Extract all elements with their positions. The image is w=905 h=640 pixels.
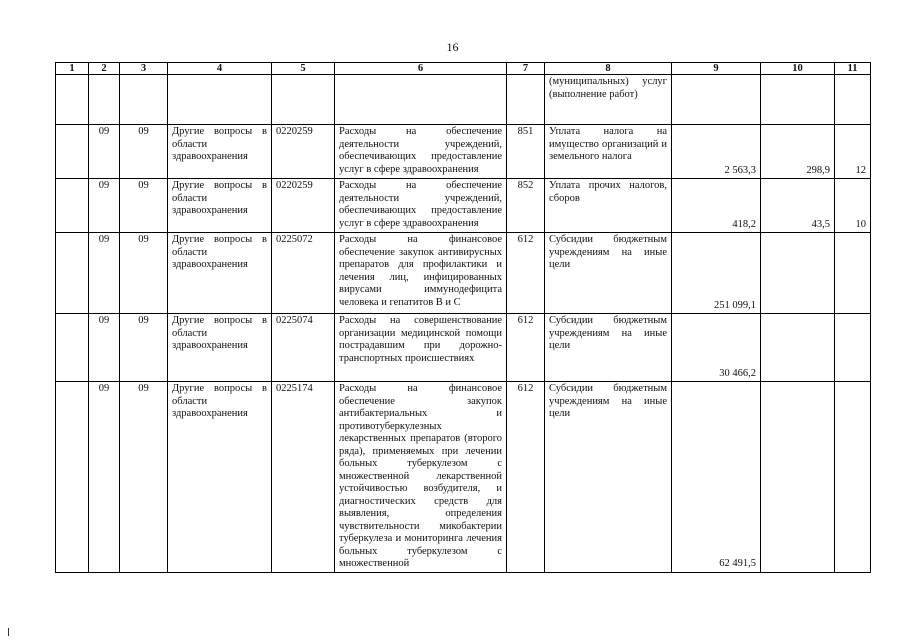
- header-cell: 5: [272, 63, 335, 75]
- cell-col1: [56, 179, 89, 233]
- cell-target-name: Расходы на обеспечение деятельности учреждений, обеспечивающих предоставление услуг в сфере здравоохранения: [335, 125, 507, 179]
- cell-amount-2: [761, 382, 835, 573]
- cell-amount-2: [761, 233, 835, 314]
- cell-amount: [672, 75, 761, 125]
- cell-section: 09: [89, 179, 120, 233]
- cell-section-name: Другие вопросы в области здравоохранения: [168, 125, 272, 179]
- table-row: [56, 382, 871, 573]
- cell-subsection: 09: [120, 314, 168, 382]
- cell-amount-2: [761, 75, 835, 125]
- cell-amount: 30 466,2: [672, 314, 761, 382]
- cell-subsection: 09: [120, 382, 168, 573]
- cell-subsection: 09: [120, 179, 168, 233]
- cell-target-code: [272, 75, 335, 125]
- cell-col1: [56, 314, 89, 382]
- cell-percent: 10: [835, 179, 871, 233]
- header-cell: 8: [545, 63, 672, 75]
- cell-section-name: Другие вопросы в области здравоохранения: [168, 314, 272, 382]
- budget-table: [55, 62, 871, 573]
- cell-section: 09: [89, 125, 120, 179]
- cell-expense-code: [507, 75, 545, 125]
- cell-col1: [56, 233, 89, 314]
- cell-col1: [56, 125, 89, 179]
- cell-expense-name: Субсидии бюджетным учреждениям на иные цели: [545, 314, 672, 382]
- cell-section-name: Другие вопросы в области здравоохранения: [168, 233, 272, 314]
- cell-target-code: 0225174: [272, 382, 335, 573]
- cell-target-name: Расходы на финансовое обеспечение закупок антивирусных препаратов для профилактики и лечения лиц, инфицированных вирусами иммунодефицита человека и гепатитов В и С: [335, 233, 507, 314]
- cell-target-name: Расходы на обеспечение деятельности учреждений, обеспечивающих предоставление услуг в сфере здравоохранения: [335, 179, 507, 233]
- scan-margin-mark: [8, 628, 9, 636]
- cell-amount: 251 099,1: [672, 233, 761, 314]
- header-cell: 10: [761, 63, 835, 75]
- cell-section: 09: [89, 233, 120, 314]
- cell-col1: [56, 382, 89, 573]
- cell-target-code: 0225074: [272, 314, 335, 382]
- cell-expense-name: Уплата налога на имущество организаций и земельного налога: [545, 125, 672, 179]
- table-row: [56, 75, 871, 125]
- cell-subsection: 09: [120, 125, 168, 179]
- header-cell: 2: [89, 63, 120, 75]
- table-row: [56, 314, 871, 382]
- cell-section-name: Другие вопросы в области здравоохранения: [168, 382, 272, 573]
- header-cell: 9: [672, 63, 761, 75]
- cell-section-name: Другие вопросы в области здравоохранения: [168, 179, 272, 233]
- cell-expense-code: 612: [507, 382, 545, 573]
- cell-expense-code: 612: [507, 233, 545, 314]
- header-cell: 3: [120, 63, 168, 75]
- header-cell: 7: [507, 63, 545, 75]
- cell-target-code: 0220259: [272, 179, 335, 233]
- cell-amount-2: [761, 314, 835, 382]
- cell-percent: [835, 314, 871, 382]
- cell-amount: 418,2: [672, 179, 761, 233]
- header-cell: 4: [168, 63, 272, 75]
- cell-expense-code: 612: [507, 314, 545, 382]
- table-row: [56, 125, 871, 179]
- header-row: [56, 63, 871, 75]
- header-cell: 6: [335, 63, 507, 75]
- header-cell: 1: [56, 63, 89, 75]
- cell-section: 09: [89, 314, 120, 382]
- cell-percent: [835, 382, 871, 573]
- table-row: [56, 179, 871, 233]
- cell-section: 09: [89, 382, 120, 573]
- cell-expense-code: 851: [507, 125, 545, 179]
- cell-percent: 12: [835, 125, 871, 179]
- cell-col1: [56, 75, 89, 125]
- cell-subsection: [120, 75, 168, 125]
- cell-amount-2: 298,9: [761, 125, 835, 179]
- cell-amount: 2 563,3: [672, 125, 761, 179]
- cell-target-name: [335, 75, 507, 125]
- cell-percent: [835, 75, 871, 125]
- cell-target-name: Расходы на финансовое обеспечение закупок антибактериальных и противотуберкулезных лекарственных препаратов (второго ряда), применяемых при лечении больных туберкулезом с множественной лекарственной устойчивостью возбудителя, и диагностических средств для выявления, определения чувствительности микобактерии туберкулеза и мониторинга лечения больных туберкулезом с множественной: [335, 382, 507, 573]
- cell-target-code: 0220259: [272, 125, 335, 179]
- table-row: [56, 233, 871, 314]
- cell-expense-code: 852: [507, 179, 545, 233]
- cell-subsection: 09: [120, 233, 168, 314]
- cell-target-name: Расходы на совершенствование организации медицинской помощи пострадавшим при дорожно-транспортных происшествиях: [335, 314, 507, 382]
- cell-expense-name: Уплата прочих налогов, сборов: [545, 179, 672, 233]
- cell-section: [89, 75, 120, 125]
- cell-expense-name: Субсидии бюджетным учреждениям на иные цели: [545, 382, 672, 573]
- cell-section-name: [168, 75, 272, 125]
- page-number: 16: [446, 40, 459, 54]
- cell-amount-2: 43,5: [761, 179, 835, 233]
- cell-amount: 62 491,5: [672, 382, 761, 573]
- cell-expense-name: Субсидии бюджетным учреждениям на иные цели: [545, 233, 672, 314]
- header-cell: 11: [835, 63, 871, 75]
- cell-target-code: 0225072: [272, 233, 335, 314]
- cell-expense-name: (муниципальных) услуг (выполнение работ): [545, 75, 672, 125]
- cell-percent: [835, 233, 871, 314]
